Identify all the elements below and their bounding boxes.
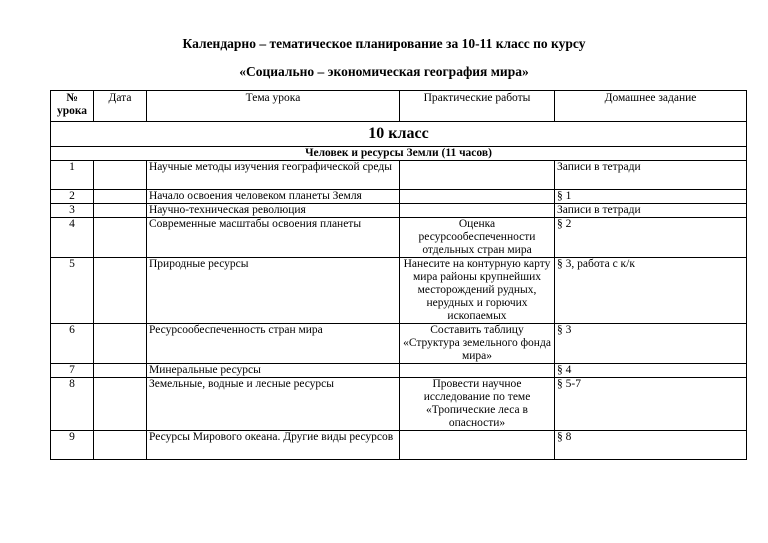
section-label: Человек и ресурсы Земли (11 часов) [51,147,747,161]
lesson-number: 6 [51,324,94,364]
lesson-topic: Научные методы изучения географической среды [147,161,400,190]
lesson-homework: Записи в тетради [555,161,747,190]
lesson-practical [400,431,555,460]
grade-label: 10 класс [51,122,747,147]
table-header-row [51,91,747,122]
lesson-date [94,161,147,190]
lesson-topic: Научно-техническая революция [147,204,400,218]
lesson-homework: § 3, работа с к/к [555,258,747,324]
lesson-number: 9 [51,431,94,460]
lesson-date [94,431,147,460]
lesson-topic: Земельные, водные и лесные ресурсы [147,378,400,431]
lesson-practical: Нанесите на контурную карту мира районы крупнейших месторождений рудных, нерудных и горючих ископаемых [400,258,555,324]
table-row [51,258,747,324]
planning-table [50,90,747,460]
grade-row [51,122,747,147]
lesson-date [94,378,147,431]
header-practical: Практические работы [400,91,555,122]
lesson-number: 7 [51,364,94,378]
lesson-date [94,324,147,364]
lesson-topic: Начало освоения человеком планеты Земля [147,190,400,204]
table-row [51,218,747,258]
table-row [51,378,747,431]
lesson-practical [400,204,555,218]
lesson-practical [400,161,555,190]
lesson-practical [400,190,555,204]
lesson-homework: § 2 [555,218,747,258]
lesson-homework: § 3 [555,324,747,364]
lesson-topic: Ресурсообеспеченность стран мира [147,324,400,364]
lesson-date [94,190,147,204]
document-title: Календарно – тематическое планирование за 10-11 класс по курсу [182,36,586,51]
table-row [51,324,747,364]
lesson-date [94,218,147,258]
lesson-number: 3 [51,204,94,218]
header-lesson-number: № урока [51,91,94,122]
course-title: «Социально – экономическая география мира» [239,64,529,79]
lesson-date [94,204,147,218]
table-row [51,161,747,190]
table-row [51,364,747,378]
lesson-homework: § 8 [555,431,747,460]
lesson-date [94,364,147,378]
lesson-homework: § 4 [555,364,747,378]
lesson-topic: Природные ресурсы [147,258,400,324]
table-row [51,190,747,204]
lesson-number: 4 [51,218,94,258]
header-date: Дата [94,91,147,122]
lesson-practical: Провести научное исследование по теме «Тропические леса в опасности» [400,378,555,431]
table-row [51,204,747,218]
lesson-practical: Составить таблицу «Структура земельного фонда мира» [400,324,555,364]
lesson-number: 1 [51,161,94,190]
lesson-number: 2 [51,190,94,204]
lesson-topic: Ресурсы Мирового океана. Другие виды ресурсов [147,431,400,460]
lesson-number: 8 [51,378,94,431]
lesson-number: 5 [51,258,94,324]
lesson-homework: Записи в тетради [555,204,747,218]
table-row [51,431,747,460]
lesson-practical: Оценка ресурсообеспеченности отдельных стран мира [400,218,555,258]
section-row [51,147,747,161]
lesson-date [94,258,147,324]
lesson-homework: § 5-7 [555,378,747,431]
header-homework: Домашнее задание [555,91,747,122]
lesson-practical [400,364,555,378]
header-topic: Тема урока [147,91,400,122]
lesson-topic: Современные масштабы освоения планеты [147,218,400,258]
lesson-homework: § 1 [555,190,747,204]
lesson-topic: Минеральные ресурсы [147,364,400,378]
